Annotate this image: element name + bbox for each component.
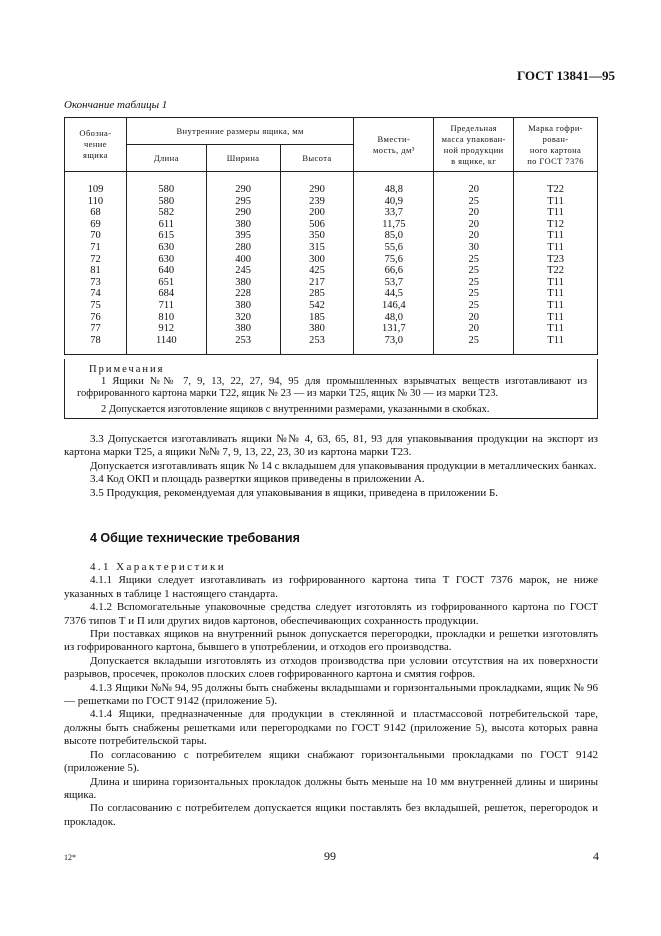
cell-designation: 73 <box>65 277 127 289</box>
cell-grade: Т22 <box>514 265 598 277</box>
cell-width: 320 <box>206 312 280 324</box>
cell-length: 912 <box>126 323 206 335</box>
cell-volume: 73,0 <box>354 335 434 347</box>
cell-volume: 131,7 <box>354 323 434 335</box>
header-volume: Вмести- мость, дм³ <box>354 118 434 172</box>
footer-right-number: 4 <box>593 849 599 863</box>
table-row <box>65 230 598 242</box>
cell-length: 582 <box>126 207 206 219</box>
cell-height: 380 <box>280 323 354 335</box>
cell-designation: 72 <box>65 254 127 266</box>
page-number: 99 <box>324 849 336 863</box>
cell-width: 380 <box>206 323 280 335</box>
cell-width: 280 <box>206 242 280 254</box>
cell-length: 810 <box>126 312 206 324</box>
cell-grade: Т11 <box>514 335 598 347</box>
cell-grade: Т11 <box>514 242 598 254</box>
cell-designation: 71 <box>65 242 127 254</box>
standard-header: ГОСТ 13841—95 <box>516 68 615 83</box>
table-row <box>65 254 598 266</box>
cell-mass: 25 <box>434 254 514 266</box>
cell-volume: 53,7 <box>354 277 434 289</box>
cell-height: 200 <box>280 207 354 219</box>
para-4-1-1: 4.1.1 Ящики следует изготавливать из гофрированного картона типа Т ГОСТ 7376 марок, не ниже указанных в таблице 1 настоящего стандарта. <box>64 574 598 600</box>
cell-mass: 20 <box>434 184 514 196</box>
cell-designation: 110 <box>65 196 127 208</box>
cell-mass: 25 <box>434 277 514 289</box>
table-row <box>65 196 598 208</box>
box-dimensions-table <box>64 117 598 355</box>
para-4-1-3: 4.1.3 Ящики №№ 94, 95 должны быть снабжены вкладышами и горизонтальными прокладками, ящик № 96 — решетками по ГОСТ 9142 (приложение 5). <box>64 681 598 708</box>
cell-volume: 48,8 <box>354 184 434 196</box>
cell-width: 395 <box>206 230 280 242</box>
table-row <box>65 265 598 277</box>
cell-grade: Т11 <box>514 288 598 300</box>
cell-grade: Т11 <box>514 312 598 324</box>
cell-length: 580 <box>126 196 206 208</box>
notes-title: Примечания <box>89 364 165 375</box>
cell-mass: 20 <box>434 230 514 242</box>
cell-volume: 55,6 <box>354 242 434 254</box>
cell-grade: Т11 <box>514 230 598 242</box>
cell-volume: 33,7 <box>354 207 434 219</box>
cell-designation: 75 <box>65 300 127 312</box>
cell-grade: Т11 <box>514 207 598 219</box>
cell-length: 1140 <box>126 335 206 347</box>
cell-height: 506 <box>280 219 354 231</box>
cell-length: 630 <box>126 242 206 254</box>
cell-length: 630 <box>126 254 206 266</box>
cell-length: 651 <box>126 277 206 289</box>
cell-mass: 25 <box>434 265 514 277</box>
cell-designation: 68 <box>65 207 127 219</box>
table-row <box>65 277 598 289</box>
clause-4-block <box>64 561 598 829</box>
para-4-1-4: 4.1.4 Ящики, предназначенные для продукции в стеклянной и пластмассовой потребительской таре, должны быть снабжены решетками или перегородками по ГОСТ 9142 (приложение 5), высота которых равна высоте потребительской тары. <box>64 708 598 748</box>
cell-height: 315 <box>280 242 354 254</box>
cell-grade: Т11 <box>514 277 598 289</box>
cell-grade: Т22 <box>514 184 598 196</box>
table-caption: Окончание таблицы 1 <box>64 99 168 111</box>
para-4-1-4-agreement: По согласованию с потребителем ящики снабжают горизонтальными прокладками по ГОСТ 9142 (приложение 5). <box>64 748 598 775</box>
table-row <box>65 207 598 219</box>
note-2: 2 Допускается изготовление ящиков с внутренними размерами, указанными в скобках. <box>101 404 490 415</box>
cell-volume: 40,9 <box>354 196 434 208</box>
cell-width: 380 <box>206 300 280 312</box>
clause-3-3-block <box>64 433 598 500</box>
cell-height: 185 <box>280 312 354 324</box>
cell-height: 253 <box>280 335 354 347</box>
cell-mass: 25 <box>434 288 514 300</box>
table-row <box>65 323 598 335</box>
cell-volume: 66,6 <box>354 265 434 277</box>
section-title: 4 Общие технические требования <box>90 531 300 545</box>
cell-volume: 85,0 <box>354 230 434 242</box>
cell-designation: 78 <box>65 335 127 347</box>
cell-width: 380 <box>206 219 280 231</box>
para-3-5: 3.5 Продукция, рекомендуемая для упаковывания в ящики, приведена в приложении Б. <box>90 486 499 499</box>
para-3-4: 3.4 Код ОКП и площадь развертки ящиков приведены в приложении А. <box>90 473 425 486</box>
para-3-3: 3.3 Допускается изготавливать ящики №№ 4, 63, 65, 81, 93 для упаковывания продукции на экспорт из картона марки Т25, а ящики №№ 7, 9, 13, 22, 23, 30 из картона марки Т23. <box>64 433 598 459</box>
cell-width: 290 <box>206 184 280 196</box>
cell-height: 350 <box>280 230 354 242</box>
cell-grade: Т11 <box>514 196 598 208</box>
para-4-1-2: 4.1.2 Вспомогательные упаковочные средства следует изготовлять из гофрированного картона по ГОСТ 7376 типов Т и П или других видов картонов, обеспечивающих сохранность продукции. <box>64 601 598 627</box>
subsection-4-1: 4.1 Характеристики <box>90 561 226 573</box>
cell-volume: 146,4 <box>354 300 434 312</box>
cell-designation: 109 <box>65 184 127 196</box>
header-length: Длина <box>126 145 206 172</box>
cell-mass: 25 <box>434 300 514 312</box>
header-grade: Марка гофри- рован- ного картона по ГОСТ 7376 <box>514 118 598 172</box>
cell-mass: 25 <box>434 335 514 347</box>
cell-grade: Т23 <box>514 254 598 266</box>
para-4-1-4-without: По согласованию с потребителем допускается ящики поставлять без вкладышей, решеток, перегородок и прокладок. <box>64 802 598 828</box>
para-4-1-4-size: Длина и ширина горизонтальных прокладок должны быть меньше на 10 мм внутренней длины и ширины ящика. <box>64 775 598 801</box>
cell-designation: 74 <box>65 288 127 300</box>
cell-width: 380 <box>206 277 280 289</box>
header-mass: Предельная масса упакован- ной продукции в ящике, кг <box>434 118 514 172</box>
cell-width: 228 <box>206 288 280 300</box>
cell-width: 253 <box>206 335 280 347</box>
table-row <box>65 288 598 300</box>
table-row <box>65 184 598 196</box>
para-4-1-2-market: При поставках ящиков на внутренний рынок допускается перегородки, прокладки и решетки изготовлять из гофрированного картона, бывшего в употреблении, и отходов его производства. <box>64 628 598 654</box>
cell-mass: 20 <box>434 219 514 231</box>
cell-width: 400 <box>206 254 280 266</box>
cell-height: 217 <box>280 277 354 289</box>
cell-designation: 70 <box>65 230 127 242</box>
cell-length: 711 <box>126 300 206 312</box>
cell-width: 290 <box>206 207 280 219</box>
cell-width: 245 <box>206 265 280 277</box>
cell-length: 580 <box>126 184 206 196</box>
footer-sheet-mark: 12* <box>64 853 76 862</box>
cell-length: 615 <box>126 230 206 242</box>
header-designation: Обозна- чение ящика <box>65 118 127 172</box>
cell-mass: 25 <box>434 196 514 208</box>
cell-grade: Т11 <box>514 300 598 312</box>
header-width: Ширина <box>206 145 280 172</box>
cell-grade: Т12 <box>514 219 598 231</box>
table-row <box>65 335 598 347</box>
cell-height: 542 <box>280 300 354 312</box>
cell-length: 684 <box>126 288 206 300</box>
cell-designation: 69 <box>65 219 127 231</box>
cell-length: 611 <box>126 219 206 231</box>
cell-volume: 44,5 <box>354 288 434 300</box>
cell-volume: 75,6 <box>354 254 434 266</box>
cell-height: 300 <box>280 254 354 266</box>
cell-length: 640 <box>126 265 206 277</box>
table-row <box>65 312 598 324</box>
cell-height: 425 <box>280 265 354 277</box>
cell-height: 239 <box>280 196 354 208</box>
table-row <box>65 219 598 231</box>
table-row <box>65 242 598 254</box>
para-3-3-extra: Допускается изготавливать ящик № 14 с вкладышем для упаковывания продукции в металлических банках. <box>90 459 597 472</box>
cell-height: 285 <box>280 288 354 300</box>
cell-volume: 48,0 <box>354 312 434 324</box>
table-row <box>65 300 598 312</box>
note-1: 1 Ящики №№ 7, 9, 13, 22, 27, 94, 95 для промышленных взрывчатых веществ изготавливают из гофрированного картона марки Т22, ящик № 23 — из марки Т25, ящик № 30 — из марки Т23. <box>77 376 587 399</box>
cell-mass: 30 <box>434 242 514 254</box>
cell-mass: 20 <box>434 207 514 219</box>
cell-grade: Т11 <box>514 323 598 335</box>
cell-volume: 11,75 <box>354 219 434 231</box>
cell-mass: 20 <box>434 312 514 324</box>
cell-width: 295 <box>206 196 280 208</box>
cell-designation: 81 <box>65 265 127 277</box>
cell-height: 290 <box>280 184 354 196</box>
table-notes <box>64 359 598 419</box>
para-4-1-2-inserts: Допускается вкладыши изготовлять из отходов производства при условии отсутствия на их поверхности разрывов, просечек, проколов плоских слоев гофрированного картона и смятия гофров. <box>64 654 598 681</box>
header-inner-dims: Внутренние размеры ящика, мм <box>126 118 354 145</box>
cell-designation: 76 <box>65 312 127 324</box>
cell-mass: 20 <box>434 323 514 335</box>
cell-designation: 77 <box>65 323 127 335</box>
header-height: Высота <box>280 145 354 172</box>
